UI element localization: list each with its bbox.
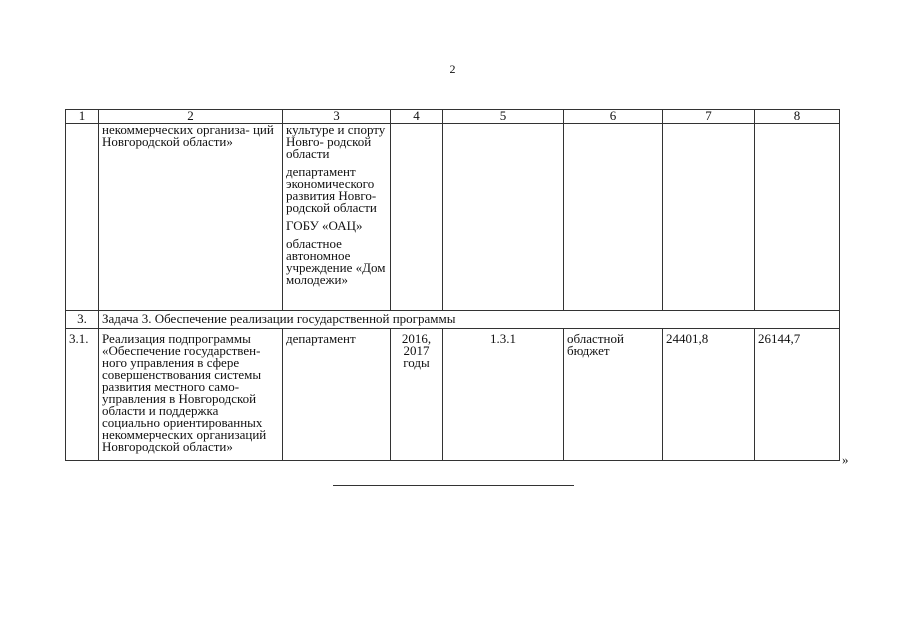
header-col-8: 8 xyxy=(755,110,840,124)
cont-name-cell: некоммерческих организа- ций Новгородской области» xyxy=(99,124,283,311)
cont-executors-cell xyxy=(283,124,391,311)
task-text: Задача 3. Обеспечение реализации государственной программы xyxy=(99,311,840,329)
cont-value-2017-cell xyxy=(755,124,840,311)
cont-target-cell xyxy=(443,124,564,311)
executor-block: областное автономное учреждение «Дом молодежи» xyxy=(286,236,386,287)
subprogram-value-2017: 26144,7 xyxy=(755,329,840,461)
executor-block: департамент экономического развития Новго- родской области xyxy=(286,164,377,215)
header-col-7: 7 xyxy=(663,110,755,124)
subprogram-value-2016: 24401,8 xyxy=(663,329,755,461)
subprogram-executor: департамент xyxy=(283,329,391,461)
header-col-6: 6 xyxy=(564,110,663,124)
executor-block: ГОБУ «ОАЦ» xyxy=(286,218,363,233)
header-col-4: 4 xyxy=(391,110,443,124)
table-row-subprogram xyxy=(66,329,840,461)
table-row-task xyxy=(66,311,840,329)
cont-source-cell xyxy=(564,124,663,311)
end-rule xyxy=(333,485,574,486)
executor-block: культуре и спорту Новго- родской области xyxy=(286,122,386,161)
page-number: 2 xyxy=(449,62,456,76)
table-row-continued xyxy=(66,124,840,311)
subprogram-name: Реализация подпрограммы «Обеспечение государствен- ного управления в сфере совершенствования системы развития местного само- управления в Новгородской области и поддержка социально ориентированных некоммерческих организаций Новгородской области» xyxy=(99,329,283,461)
cont-value-2016-cell xyxy=(663,124,755,311)
task-number: 3. xyxy=(66,311,99,329)
subprogram-target: 1.3.1 xyxy=(443,329,564,461)
cont-years-cell xyxy=(391,124,443,311)
header-col-1: 1 xyxy=(66,110,99,124)
header-col-2: 2 xyxy=(99,110,283,124)
cont-number-cell xyxy=(66,124,99,311)
subprogram-years: 2016, 2017 годы xyxy=(391,329,443,461)
header-col-5: 5 xyxy=(443,110,564,124)
closing-quote: » xyxy=(842,452,849,467)
header-col-3: 3 xyxy=(283,110,391,124)
subprogram-number: 3.1. xyxy=(66,329,99,461)
program-table xyxy=(65,109,840,461)
subprogram-source: областной бюджет xyxy=(564,329,663,461)
